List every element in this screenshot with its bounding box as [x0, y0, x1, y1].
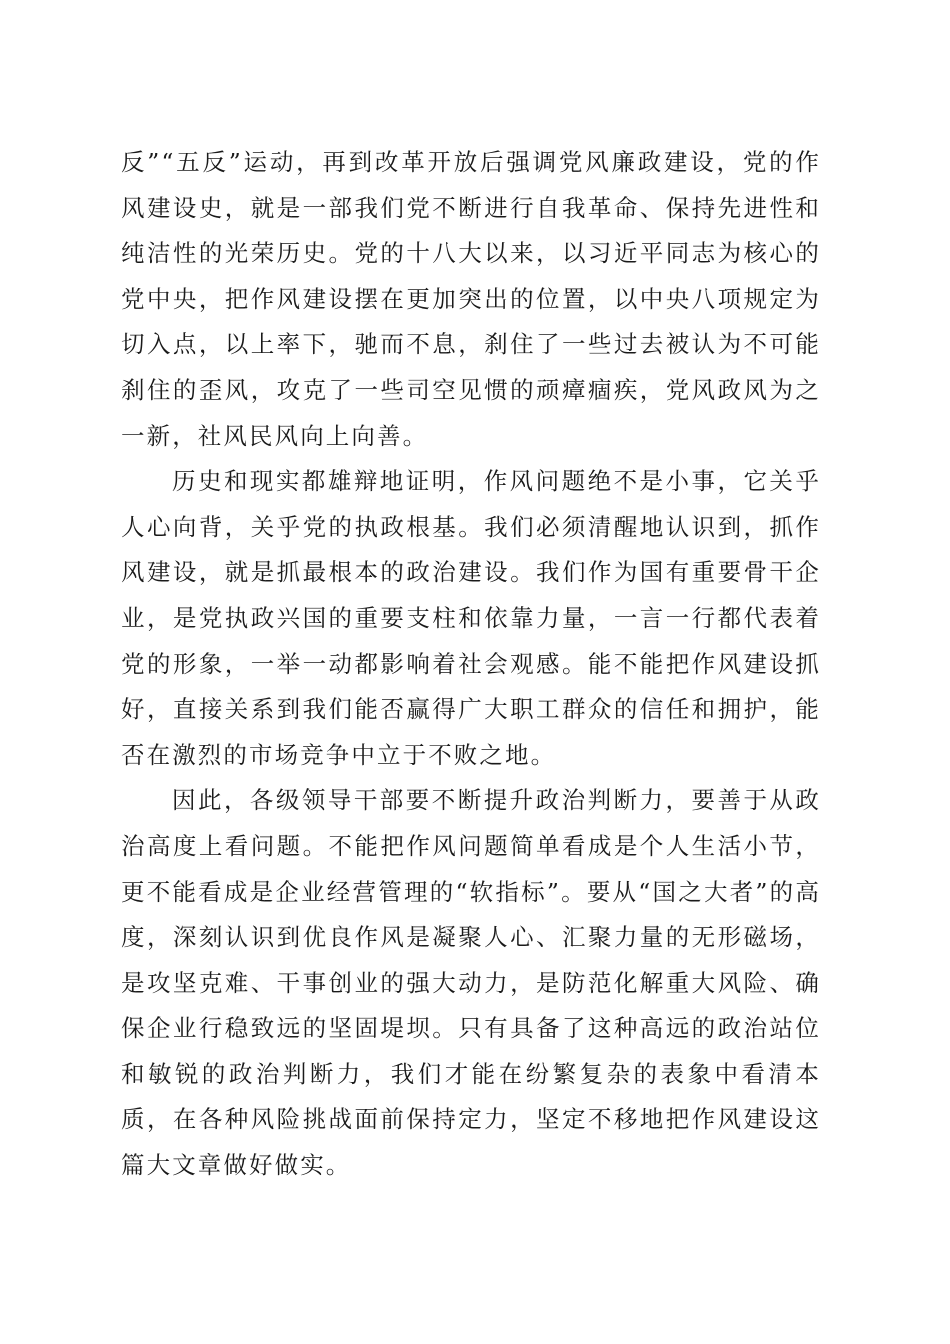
document-body [121, 140, 821, 1189]
paragraph-political-judgment: 因此，各级领导干部要不断提升政治判断力，要善于从政治高度上看问题。不能把作风问题简单看成是个人生活小节，更不能看成是企业经营管理的“软指标”。要从“国之大者”的高度，深刻认识到优良作风是凝聚人心、汇聚力量的无形磁场，是攻坚克难、干事创业的强大动力，是防范化解重大风险、确保企业行稳致远的坚固堤坝。只有具备了这种高远的政治站位和敏锐的政治判断力，我们才能在纷繁复杂的表象中看清本质，在各种风险挑战面前保持定力，坚定不移地把作风建设这篇大文章做好做实。 [121, 786, 821, 1180]
paragraph-history-reality: 历史和现实都雄辩地证明，作风问题绝不是小事，它关乎人心向背，关乎党的执政根基。我们必须清醒地认识到，抓作风建设，就是抓最根本的政治建设。我们作为国有重要骨干企业，是党执政兴国的重要支柱和依靠力量，一言一行都代表着党的形象，一举一动都影响着社会观感。能不能把作风建设抓好，直接关系到我们能否赢得广大职工群众的信任和拥护，能否在激烈的市场竞争中立于不败之地。 [121, 467, 821, 769]
paragraph-continued: 反”“五反”运动，再到改革开放后强调党风廉政建设，党的作风建设史，就是一部我们党不断进行自我革命、保持先进性和纯洁性的光荣历史。党的十八大以来，以习近平同志为核心的党中央，把作风建设摆在更加突出的位置，以中央八项规定为切入点，以上率下，驰而不息，刹住了一些过去被认为不可能刹住的歪风，攻克了一些司空见惯的顽瘴痼疾，党风政风为之一新，社风民风向上向善。 [121, 148, 821, 450]
